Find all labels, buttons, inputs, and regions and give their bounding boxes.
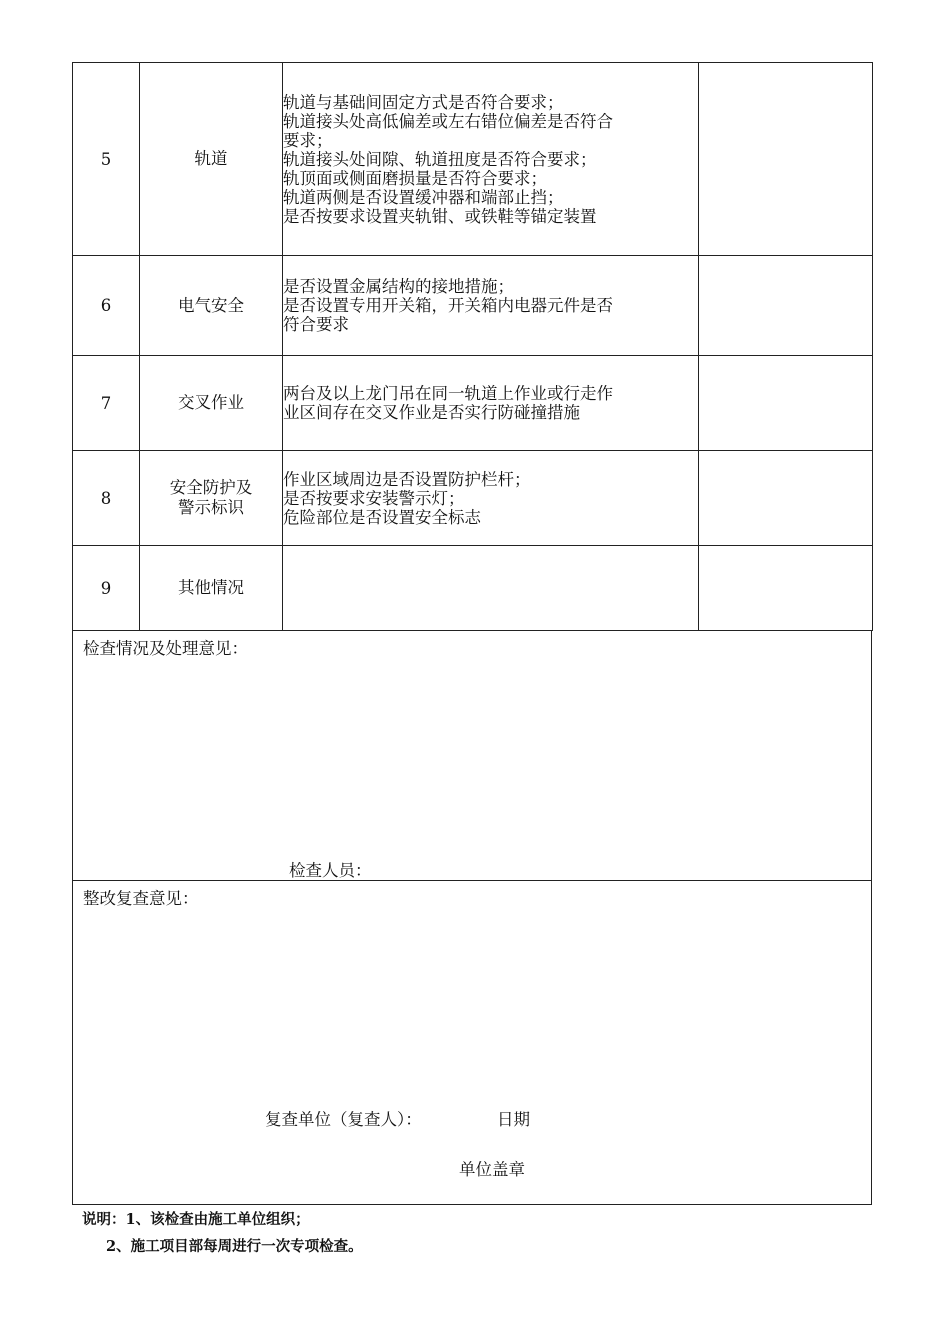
check-result-cell[interactable] [699,356,873,451]
review-unit-label: 复查单位（复查人）： [265,1110,422,1129]
row-number: 5 [73,63,140,256]
check-item [140,546,283,631]
review-date-label: 日期 [497,1110,530,1129]
content-line: 是否按要求安装警示灯； [283,488,465,508]
check-content [283,546,699,631]
content-line: 符合要求 [283,315,349,334]
content-line: 是否按要求设置夹轨钳、或铁鞋等锚定装置 [283,206,597,226]
unit-seal-label: 单位盖章 [459,1160,525,1179]
check-item-line: 警示标识 [178,498,244,517]
checklist-table [72,62,873,631]
check-content [283,451,699,546]
note-line-2: 2、施工项目部每周进行一次专项检查。 [106,1238,363,1255]
check-content [283,63,699,256]
note-line-1: 说明：1、该检查由施工单位组织； [82,1211,310,1228]
content-line: 业区间存在交叉作业是否实行防碰撞措施 [283,403,580,422]
content-line: 要求； [283,130,333,150]
inspector-label: 检查人员： [289,861,372,880]
check-content [283,356,699,451]
row-number: 8 [73,451,140,546]
check-item [140,356,283,451]
inspection-opinion-label: 检查情况及处理意见： [83,639,248,658]
check-result-cell[interactable] [699,63,873,256]
review-opinion-section[interactable] [72,881,872,1205]
table-row [73,356,873,451]
content-line: 轨道与基础间固定方式是否符合要求； [283,92,564,112]
content-line: 轨道两侧是否设置缓冲器和端部止挡； [283,187,564,207]
table-row [73,451,873,546]
check-item-line: 安全防护及 [169,478,253,497]
content-line: 轨顶面或侧面磨损量是否符合要求； [283,168,547,188]
check-item-line: 其他情况 [178,578,244,597]
table-row [73,546,873,631]
check-item-line: 轨道 [194,149,228,168]
content-line: 作业区域周边是否设置防护栏杆； [283,469,531,489]
content-line: 两台及以上龙门吊在同一轨道上作业或行走作 [283,384,613,403]
check-content [283,256,699,356]
check-item [140,63,283,256]
row-number: 6 [73,256,140,356]
row-number: 9 [73,546,140,631]
inspection-opinion-section[interactable] [72,631,872,881]
check-item [140,256,283,356]
content-line: 轨道接头处高低偏差或左右错位偏差是否符合 [283,111,613,131]
check-result-cell[interactable] [699,546,873,631]
check-item [140,451,283,546]
review-opinion-label: 整改复查意见： [83,889,199,908]
content-line: 是否设置专用开关箱，开关箱内电器元件是否 [283,296,613,315]
content-line: 轨道接头处间隙、轨道扭度是否符合要求； [283,149,597,169]
check-result-cell[interactable] [699,256,873,356]
table-row [73,63,873,256]
inspection-sheet [72,62,872,1205]
check-item-line: 电气安全 [178,295,244,315]
content-line: 危险部位是否设置安全标志 [283,507,481,527]
row-number: 7 [73,356,140,451]
check-item-line: 交叉作业 [178,393,244,412]
check-result-cell[interactable] [699,451,873,546]
content-line: 是否设置金属结构的接地措施； [283,277,514,296]
table-row [73,256,873,356]
